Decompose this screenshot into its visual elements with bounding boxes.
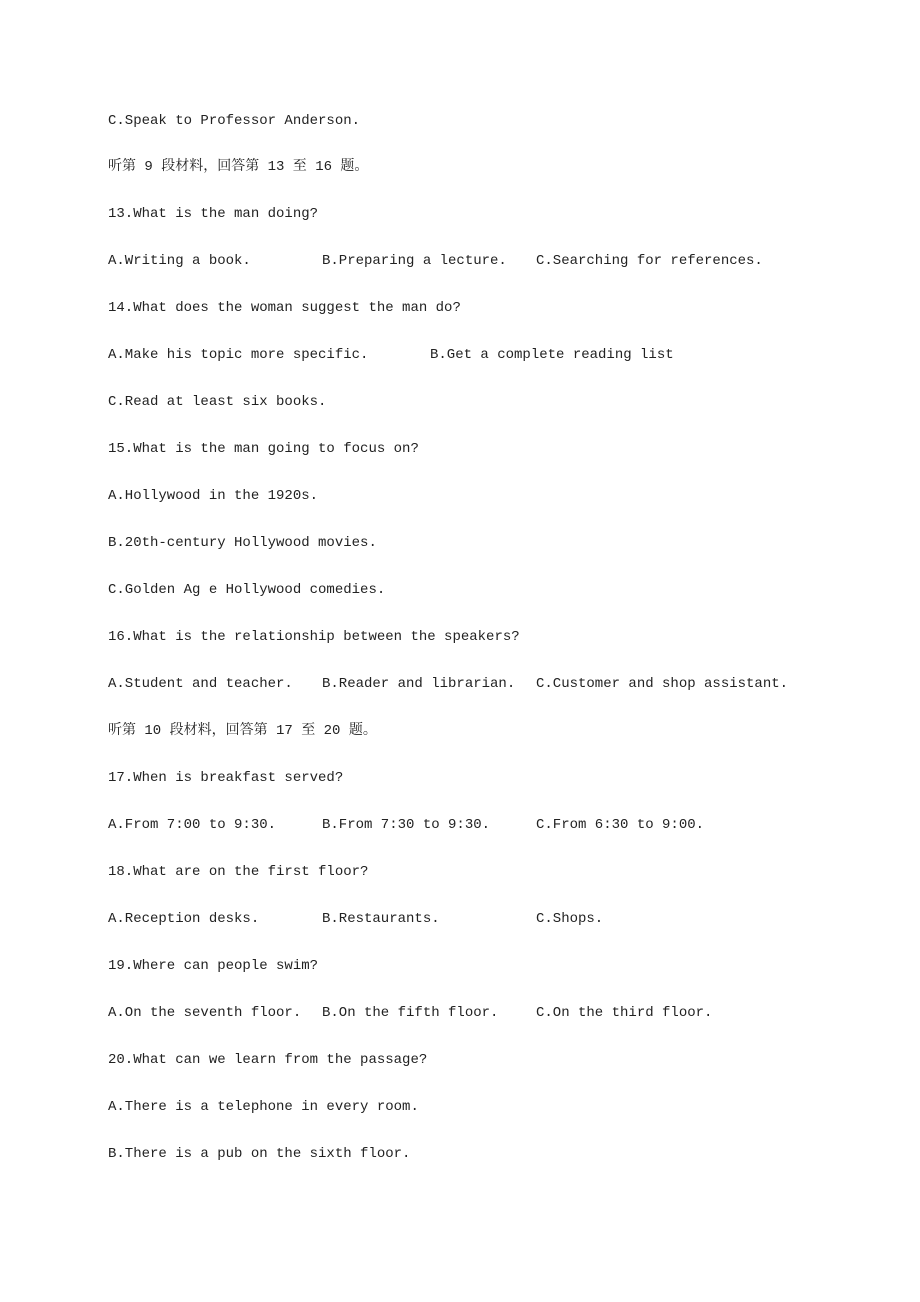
question-13: 13.What is the man doing?: [108, 206, 319, 222]
question-18: 18.What are on the first floor?: [108, 864, 369, 880]
options-16: [108, 674, 789, 694]
option-c: C.Read at least six books.: [108, 394, 327, 410]
option-c: C.Searching for references.: [536, 253, 763, 269]
option-a: A.Hollywood in the 1920s.: [108, 488, 319, 504]
option-c: C.On the third floor.: [536, 1005, 713, 1021]
question-20: 20.What can we learn from the passage?: [108, 1052, 428, 1068]
option-b: B.20th-century Hollywood movies.: [108, 535, 377, 551]
option-c: C.Shops.: [536, 911, 604, 927]
option-b: B.Reader and librarian.: [322, 676, 516, 692]
option-b: B.Get a complete reading list: [430, 347, 674, 363]
question-15: 15.What is the man going to focus on?: [108, 441, 419, 457]
option-a: A.On the seventh floor.: [108, 1005, 302, 1021]
option-b: B.From 7:30 to 9:30.: [322, 817, 491, 833]
question-17: 17.When is breakfast served?: [108, 770, 344, 786]
options-18: [108, 909, 604, 929]
option-b: B.There is a pub on the sixth floor.: [108, 1146, 411, 1162]
option-line: C.Speak to Professor Anderson.: [108, 113, 361, 129]
option-a: A.There is a telephone in every room.: [108, 1099, 419, 1115]
option-a: A.From 7:00 to 9:30.: [108, 817, 277, 833]
question-19: 19.Where can people swim?: [108, 958, 319, 974]
option-a: A.Student and teacher.: [108, 676, 293, 692]
options-19: [108, 1003, 713, 1023]
option-b: B.Restaurants.: [322, 911, 440, 927]
option-c: C.From 6:30 to 9:00.: [536, 817, 705, 833]
option-b: B.Preparing a lecture.: [322, 253, 507, 269]
options-14: [108, 345, 674, 365]
question-16: 16.What is the relationship between the speakers?: [108, 629, 520, 645]
option-a: A.Writing a book.: [108, 253, 251, 269]
option-a: A.Reception desks.: [108, 911, 260, 927]
question-14: 14.What does the woman suggest the man do?: [108, 300, 461, 316]
section-heading: 听第 9 段材料，回答第 13 至 16 题。: [108, 159, 369, 175]
options-13: [108, 251, 763, 271]
options-17: [108, 815, 705, 835]
option-c: C.Golden Ag e Hollywood comedies.: [108, 582, 386, 598]
option-c: C.Customer and shop assistant.: [536, 676, 789, 692]
option-a: A.Make his topic more specific.: [108, 347, 369, 363]
section-heading: 听第 10 段材料，回答第 17 至 20 题。: [108, 723, 377, 739]
option-b: B.On the fifth floor.: [322, 1005, 499, 1021]
